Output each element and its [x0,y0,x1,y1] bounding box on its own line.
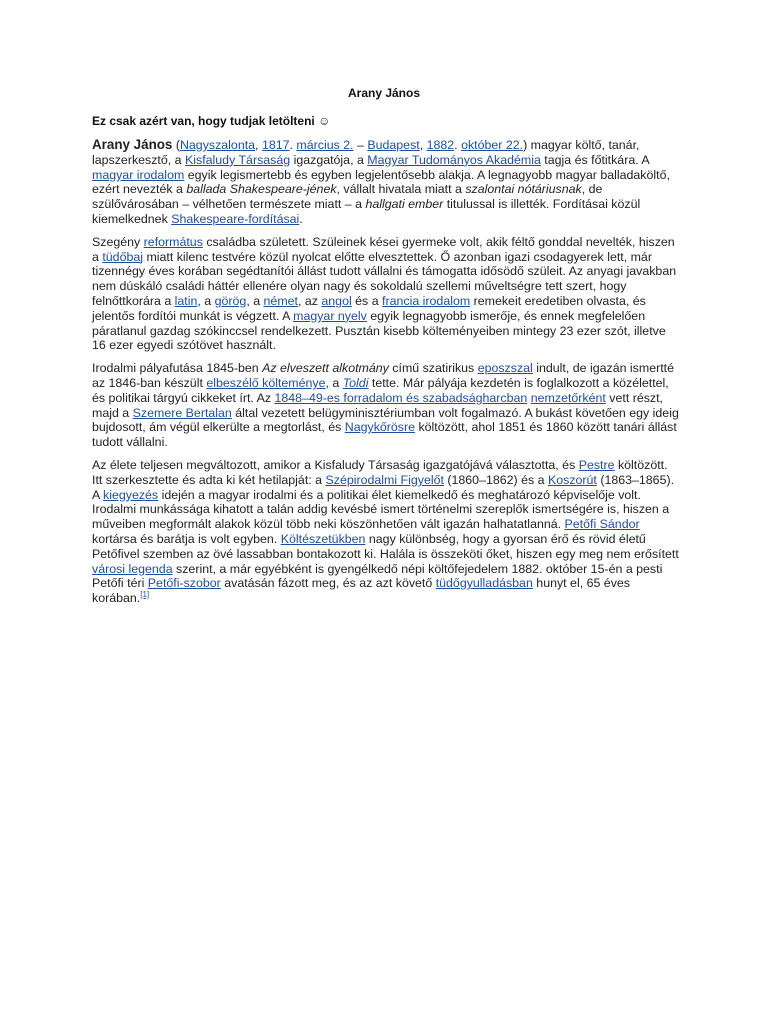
paragraph-intro: Arany János (Nagyszalonta, 1817. március 2. – Budapest, 1882. október 22.) magyar költő, tanár, lapszerkesztő, a Kisfaludy Társaság igazgatója, a Magyar Tudományos Akadémia tagja és főtitkára. A magyar irodalom egyik legismertebb és egyben legjelentősebb alakja. A legnagyobb magyar balladaköltő, ezért nevezték a ballada Shakespeare-jének, vállalt hivatala miatt a szalontai nótáriusnak, de szülővárosában – vélhetően természete miatt – a hallgati ember titulussal is illették. Fordításai közül kiemelkednek Shakespeare-fordításai. [92,137,670,226]
link-szemere-bertalan[interactable]: Szemere Bertalan [132,405,232,420]
link-kiegyezes[interactable]: kiegyezés [103,487,159,502]
paragraph-childhood: Szegény református családba született. Szüleinek kései gyermeke volt, akik féltő gonddal nevelték, hiszen a tüdőbaj miatt kilenc testvére közül nyolcat előtte elvesztettek. Ő azonban igazi csodagyerek lett, már tizennégy éves korában segédtanítói állást tudott vállalni és támogatta idősödő szüleit. Az anyagi javakban nem dúskáló családi háttér ellenére olyan nagy és sokoldalú szellemi műveltségre tett szert, hogy felnőttkorára a latin, a görög, a német, az angol és a francia irodalom remekeit eredetiben olvasta, és jelentős fordítói munkát is végzett. A magyar nyelv egyik legnagyobb ismerője, és ennek megfelelően páratlanul gazdag szókinccsel rendelkezett. Pusztán kisebb költeményeiben mintegy 23 ezer szót, illetve 16 ezer egyedi szótövet használt. [92,234,677,353]
link-magyar-nyelv[interactable]: magyar nyelv [293,308,367,323]
paragraph-career: Irodalmi pályafutása 1845-ben Az elveszett alkotmány című szatirikus eposzszal indult, de igazán ismertté az 1846-ban készült elbeszélő költeménye, a Toldi tette. Már pályája kezdetén is foglalkozott a közélettel, és politikai tárgyú cikkeket írt. Az 1848–49-es forradalom és szabadságharcban nemzetőrként vett részt, majd a Szemere Bertalan által vezetett belügyminisztériumban volt fogalmazó. A bukást követően egy ideig bujdosott, ám végül elkerülte a megtorlást, és Nagykőrösre költözött, ahol 1851 és 1860 között tanári állást tudott vállalni. [92,361,679,450]
link-latin[interactable]: latin [174,293,198,308]
link-tudobaj[interactable]: tüdőbaj [102,249,143,264]
article-body [92,138,680,614]
link-eposzszal[interactable]: eposzszal [477,361,533,376]
link-francia-irodalom[interactable]: francia irodalom [382,293,471,308]
link-pestre[interactable]: Pestre [578,457,615,472]
link-marcius-2[interactable]: március 2. [296,138,354,152]
link-oktober-22[interactable]: október 22. [461,138,524,152]
paragraph-later-life: Az élete teljesen megváltozott, amikor a Kisfaludy Társaság igazgatójává választotta, és Pestre költözött. Itt szerkesztette és adta ki két hetilapját: a Szépirodalmi Figyelőt (1860–1862) és a Koszorút (1863–1865). A kiegyezés idején a magyar irodalmi és a politikai élet kiemelkedő és meghatározó képviselője volt. Irodalmi munkássága kihatott a talán addig kevésbé ismert történelmi szereplők ismertségére is, hiszen a műveiben megformált alakok közül több neki köszönhetően vált igazán halhatatlanná. Petőfi Sándor kortársa és barátja is volt egyben. Költészetükben nagy különbség, hogy a gyorsan érő és rövid életű Petőfivel szemben az övé lassabban bontakozott ki. Halála is összeköti őket, hiszen egy meg nem erősített városi legenda szerint, a már egyébként is gyengélkedő népi költőfejedelem 1882. október 15-én a pesti Petőfi téri Petőfi-szobor avatásán fázott meg, és az azt követő tüdőgyulladásban hunyt el, 65 éves korában.[1] [92,457,679,606]
link-reformatus[interactable]: református [143,234,203,249]
link-tudogyulladasban[interactable]: tüdőgyulladásban [435,576,533,591]
document-subtitle: Ez csak azért van, hogy tudjak letölteni ☺ [92,114,331,128]
link-nagykorosre[interactable]: Nagykőrösre [344,420,416,435]
link-petofi-szobor[interactable]: Petőfi-szobor [147,576,221,591]
link-angol[interactable]: angol [321,293,352,308]
link-nagyszalonta[interactable]: Nagyszalonta [179,138,256,152]
link-petofi-sandor[interactable]: Petőfi Sándor [564,517,640,532]
link-1882[interactable]: 1882 [426,138,455,152]
link-kolteszetukben[interactable]: Költészetükben [280,531,366,546]
link-toldi[interactable]: Toldi [342,375,369,390]
link-1817[interactable]: 1817 [261,138,290,152]
link-nemet[interactable]: német [263,293,298,308]
link-mta[interactable]: Magyar Tudományos Akadémia [367,152,541,167]
link-magyar-irodalom[interactable]: magyar irodalom [92,167,185,182]
link-koszorut[interactable]: Koszorút [547,472,597,487]
footnote-ref[interactable]: [1] [140,589,150,599]
link-budapest[interactable]: Budapest [367,138,420,152]
link-kisfaludy-tarsasag[interactable]: Kisfaludy Társaság [184,152,291,167]
link-1848-forradalom[interactable]: 1848–49-es forradalom és szabadságharcban [274,390,528,405]
link-varosi-legenda[interactable]: városi legenda [92,561,173,576]
link-gorog[interactable]: görög [214,293,247,308]
link-szepirodalmi-figyelo[interactable]: Szépirodalmi Figyelőt [325,472,444,487]
link-elbeszelo-koltemenye[interactable]: elbeszélő költeménye [206,375,326,390]
lead-name: Arany János [92,137,173,152]
link-shakespeare-forditasai[interactable]: Shakespeare-fordításai [171,211,300,226]
document-title: Arany János [347,86,421,100]
link-nemzetorkent[interactable]: nemzetőrként [530,390,606,405]
